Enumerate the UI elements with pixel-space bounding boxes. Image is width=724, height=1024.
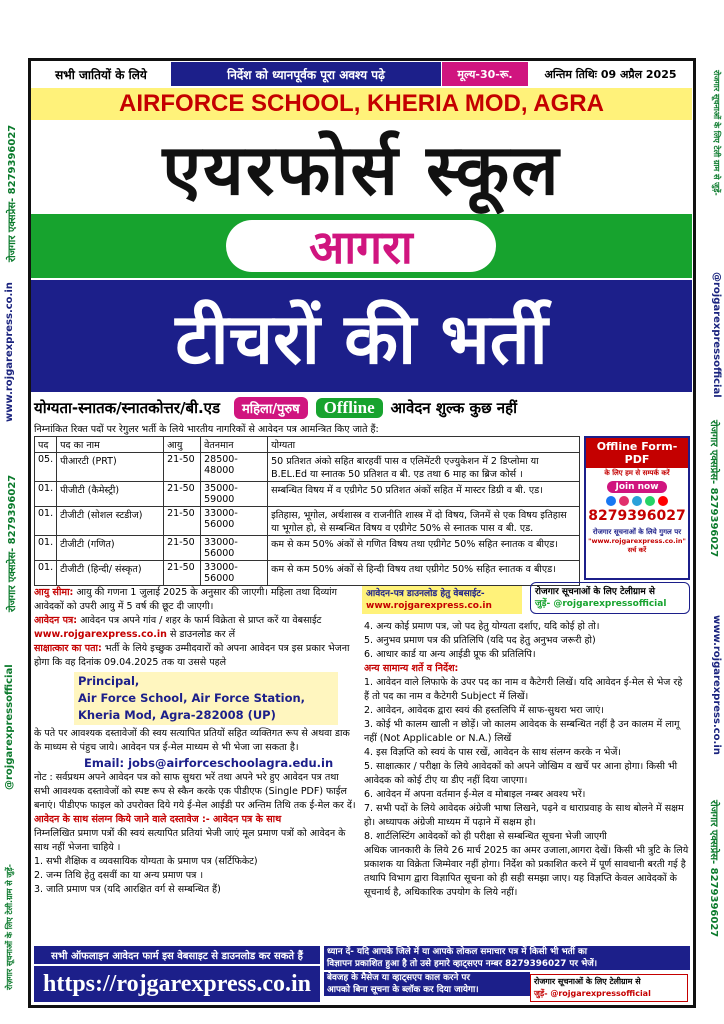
promo-box[interactable]: [584, 436, 690, 580]
table-header-row: [35, 437, 580, 453]
promo-title: Offline Form-PDF: [586, 438, 688, 468]
mode-badge: Offline: [316, 398, 383, 418]
table-row: [35, 561, 580, 586]
table-row: [35, 453, 580, 482]
footer-tg-line-2: जुड़ें- @rojgarexpressofficial: [534, 989, 651, 998]
qualification-text: योग्यता-स्नातक/स्नातकोत्तर/बी.एड: [34, 399, 220, 417]
side-text-left-4[interactable]: @rojgarexpressofficial: [4, 664, 15, 790]
form-paragraph: [34, 614, 356, 642]
header-caste: सभी जातियों के लिये: [31, 62, 171, 86]
right-column: [364, 620, 690, 900]
promo-line1: रोजगार सूचनाओं के लिये गुगल पर: [592, 528, 682, 536]
email-text[interactable]: Email: jobs@airforceschoolagra.edu.in: [84, 756, 334, 770]
cell: 33000-56000: [201, 536, 268, 561]
left-column: [34, 586, 356, 897]
col-header-qualification: योग्यता: [268, 437, 580, 453]
cell: पीजीटी (कैमेस्ट्री): [57, 482, 164, 507]
notice-line-3: बेवजह के मैसेज या व्हाट्सएप काल करने पर: [324, 972, 530, 984]
cell: टीजीटी (सोशल स्टडीज): [57, 507, 164, 536]
facebook-icon[interactable]: [606, 496, 616, 506]
posts-table: [34, 436, 580, 586]
side-text-left-5: रोज़गार सूचनाओं के लिए टेली.ग्राम से जुड़ें-: [5, 864, 14, 990]
promo-phone[interactable]: 8279396027: [588, 508, 686, 524]
cell: 01.: [35, 561, 57, 586]
cell: सम्बन्धित विषय में व एग्रीगेट 50 प्रतिशत अंकों सहित में मास्टर डिग्री व बी. एड।: [268, 482, 580, 507]
form-text-2: से डाउनलोड कर लें: [169, 629, 236, 640]
doc-item: 3. जाति प्रमाण पत्र (यदि आरक्षित वर्ग से सम्बन्धित हैं): [34, 884, 221, 895]
side-text-left-2[interactable]: www.rojgarexpress.co.in: [4, 282, 15, 422]
cell: 21-50: [164, 561, 201, 586]
download-head: आवेदन-पत्र डाउनलोड हेतु वेबसाईट-: [366, 589, 485, 599]
download-box[interactable]: [362, 586, 522, 614]
rules-heading: अन्य सामान्य शर्ते व निर्देश:: [364, 663, 459, 674]
rule-item: 8. शार्टलिस्टिंग आवेदकों को ही परीक्षा से सम्बन्धित सूचना भेजी जाएगी: [364, 831, 607, 842]
instagram-icon[interactable]: [619, 496, 629, 506]
header-price: मूल्य-30-रू.: [442, 62, 528, 86]
gender-badge: महिला/पुरुष: [234, 397, 308, 419]
extra-info: अधिक जानकारी के लिये 26 मार्च 2025 का अमर उजाला,आगरा देखें। किसी भी त्रुटि के लिये प्रकाशक या विक्रेता जिम्मेवार नहीं होगा। निर्देश को प्रकाशित करने में पूर्ण सावधानी बरती गई है तथापि विभाग द्वारा विज्ञापित सूचना को ही सही समझा जाए। यह विज्ञप्ति केवल आवेदकों के सूचनार्थ है, अधिकारिक उपयोग के लिये नहीं।: [364, 845, 689, 898]
side-text-right-1: रोजगार सूचनाओं के लिए टेली ग्राम से जुड़ें-: [712, 70, 721, 196]
cell: 21-50: [164, 453, 201, 482]
interview-label: साक्षात्कार का पता:: [34, 643, 102, 654]
cell: 01.: [35, 536, 57, 561]
cell: 33000-56000: [201, 507, 268, 536]
cell: 21-50: [164, 482, 201, 507]
rule-item: 3. कोई भी कालम खाली न छोड़ें। जो कालम आवेदक के सम्बन्धित नहीं है उन कालम में लागू नहीं (Not Applicable or N.A.) लिखें: [364, 719, 680, 744]
promo-sub: के लिए हम से सम्पर्क करें: [604, 469, 670, 477]
side-text-right-4[interactable]: www.rojgarexpress.co.in: [711, 615, 722, 755]
address-line-2: Air Force School, Air Force Station,: [78, 691, 306, 705]
telegram-box[interactable]: [530, 582, 690, 614]
after-address-text: के पते पर आवश्यक दस्तावेजों की स्वय सत्यापित प्रतियों सहित व्यक्तिगत रूप से अथवा डाक के माध्यम से पंहुच जाये। आवेदन पत्र ई-मेल माध्यम से भी भेजा जा सकता है।: [34, 728, 350, 753]
footer-download-line: सभी ऑफलाइन आवेदन फार्म इस वेबसाइट से डाउनलोड कर सकते हैं: [34, 946, 320, 964]
doc-item: 1. सभी शैक्षिक व व्यवसायिक योग्यता के प्रमाण पत्र (सर्टिफिकेट): [34, 856, 258, 867]
intro-text: निम्नांकित रिक्त पदों पर रेगुलर भर्ती के लिये भारतीय नागरिकों से आवेदन पत्र आमन्त्रित किए जाते हैं:: [34, 424, 379, 435]
doc-item: 2. जन्म तिथि हेतु दसवीं का या अन्य प्रमाण पत्र ।: [34, 870, 204, 881]
docs-heading: आवेदन के साथ संलग्न किये जाने वाले दस्तावेज :- आवेदन पत्र के साथ: [34, 814, 282, 825]
telegram-line-1: रोजगार सूचनाओं के लिए टेलीग्राम से: [535, 587, 655, 597]
notice-line-4: आपको बिना सूचना के ब्लॉक कर दिया जायेगा।: [324, 984, 530, 996]
cell: टीजीटी (गणित): [57, 536, 164, 561]
form-label: आवेदन पत्र:: [34, 615, 78, 626]
youtube-icon[interactable]: [658, 496, 668, 506]
social-icons: [586, 496, 688, 506]
cell: 21-50: [164, 507, 201, 536]
note-text: नोट : सर्वप्रथम अपने आवेदन पत्र को साफ सुथरा भरें तथा अपने भरे हुए आवेदन पत्र तथा सभी आवश्यक दस्तावेजों को स्पष्ट रूप से स्कैन करके एक पीडीएफ (Single PDF) फाईल बनाएं। पीडीएफ फाइल को उपरोक्त दिये गये ई-मेल आईडी पर अन्तिम तिथि तक ई-मेल कर दें।: [34, 772, 356, 811]
address-box: [74, 672, 338, 725]
cell: 01.: [35, 507, 57, 536]
col-header-pay: वेतनमान: [201, 437, 268, 453]
doc-item: 4. अन्य कोई प्रमाण पत्र, जो पद हेतु योग्यता दर्शाए, यदि कोई हो तो।: [364, 621, 600, 632]
recruit-band: टीचरों की भर्ती: [31, 280, 692, 392]
doc-item: 5. अनुभव प्रमाण पत्र की प्रतिलिपि (यदि पद हेतु अनुभव जरूरी हो): [364, 635, 596, 646]
col-header-count: पद: [35, 437, 57, 453]
city-text: आगरा: [309, 220, 413, 274]
age-text: आयु की गणना 1 जुलाई 2025 के अनुसार की जाएगी। महिला तथा दिव्यांग आवेदकों को उपरी आयु में 5 वर्ष की छूट दी जाएगी।: [34, 587, 338, 612]
promo-line2: "www.rojgarexpress.co.in" सर्च करें: [588, 537, 686, 554]
col-header-age: आयु: [164, 437, 201, 453]
city-band: [31, 214, 692, 278]
header-last-date: अन्तिम तिथिः 09 अप्रैल 2025: [529, 62, 692, 86]
docs-text: निम्नलिखित प्रमाण पत्रों की स्वयं सत्यापित प्रतियां भेजी जाएं मूल प्रमाण पत्रों को आवेदन के साथ नहीं भेजना चाहिये ।: [34, 828, 346, 853]
qualification-line: [34, 394, 692, 422]
fee-text: आवेदन शुल्क कुछ नहीं: [390, 399, 517, 417]
cell: इतिहास, भूगोल, अर्थशास्त्र व राजनीति शास्त्र में दो विषय, जिनमें से एक विषय इतिहास या भूगोल हो, से सम्बन्धित विषय व एग्रीगेट 50% से स्नातक पास व बी. एड.: [268, 507, 580, 536]
cell: 50 प्रतिशत अंको सहित बारहवीं पास व एलिमेंटरी एज्युकेशन में 2 डिप्लोमा या B.EL.Ed या स्नातक 50 प्रतिशत व बी. एड तथा 6 माह का ब्रिज कोर्स ।: [268, 453, 580, 482]
rule-item: 4. इस विज्ञप्ति को स्वयं के पास रखें, आवेदन के साथ संलग्न करके न भेजें।: [364, 747, 621, 758]
address-line-1: Principal,: [78, 674, 140, 688]
footer-tg-line-1: रोजगार सूचनाओं के लिए टेलीग्राम से: [534, 977, 641, 986]
interview-text: भर्ती के लिये इच्छुक उम्मीदवारों को अपना आवेदन पत्र इस प्रकार भेजना होगा कि वह दिनांक 09.04.2025 तक या उससे पहले: [34, 643, 350, 668]
notice-line-2: विज्ञापन प्रकाशित हुआ है तो उसे हमारे व्हाट्सएप नम्बर 8279396027 पर भेजें।: [324, 958, 690, 970]
side-text-right-2[interactable]: @rojgarexpressofficial: [711, 272, 722, 398]
notice-line-1: ध्यान दें- यदि आपके जिले में या आपके लोकल समाचार पत्र में किसी भी भर्ती का: [324, 946, 690, 958]
interview-paragraph: [34, 642, 356, 670]
cell: 01.: [35, 482, 57, 507]
table-row: [35, 536, 580, 561]
rule-item: 7. सभी पदों के लिये आवेदक अंग्रेजी भाषा लिखने, पढ़ने व धाराप्रवाह के साथ बोलने में सक्षम हो। अध्यापक अंग्रेजी माध्यम में पढ़ाने में सक्षम हो।: [364, 803, 684, 828]
cell: कम से कम 50% अंकों से हिन्दी विषय तथा एग्रीगेट 50% सहित स्नातक व बीएड।: [268, 561, 580, 586]
form-text: आवेदन पत्र अपने गांव / शहर के फार्म विक्रेता से प्राप्त करें या वेबसाईट: [80, 615, 322, 626]
title-hindi: एयरफोर्स स्कूल: [162, 129, 561, 211]
age-paragraph: [34, 586, 356, 614]
promo-join-button[interactable]: Join now: [607, 481, 667, 493]
cell: 28500-48000: [201, 453, 268, 482]
side-text-right-5: रोजगार एक्सप्रेस- 8279396027: [708, 800, 719, 938]
cell: कम से कम 50% अंकों से गणित विषय तथा एग्रीगेट 50% सहित स्नातक व बीएड।: [268, 536, 580, 561]
rule-item: 5. साक्षात्कार / परीक्षा के लिये आवेदकों को अपने जोखिम व खर्चे पर आना होगा। किसी भी आवेदक को कोई टीए या डीए नहीं दिया जाएगा।: [364, 761, 678, 786]
footer-website-link[interactable]: https://rojgarexpress.co.in: [34, 966, 320, 1002]
rule-item: 6. आवेदन में अपना वर्तमान ई-मेल व मोबाइल नम्बर अवश्य भरें।: [364, 789, 586, 800]
cell: 35000-59000: [201, 482, 268, 507]
cell: 33000-56000: [201, 561, 268, 586]
cell: 05.: [35, 453, 57, 482]
address-line-3: Kheria Mod, Agra-282008 (UP): [78, 708, 276, 722]
side-text-left-3: रोजगार एक्सप्रेस- 8279396027: [7, 474, 18, 612]
cell: पीआरटी (PRT): [57, 453, 164, 482]
side-text-right-3: रोजगार एक्सप्रेस- 8279396027: [708, 420, 719, 558]
side-text-left-1: रोजगार एक्सप्रेस- 8279396027: [7, 124, 18, 262]
age-label: आयु सीमा:: [34, 587, 74, 598]
telegram-line-2: जुड़ें- @rojgarexpressofficial: [535, 599, 667, 609]
table-row: [35, 507, 580, 536]
rule-item: 1. आवेदन वाले लिफाफे के उपर पद का नाम व कैटेगरी लिखें। यदि आवेदन ई-मेल से भेज रहे हैं तो पद का नाम व कैटेगरी Subject में लिखें।: [364, 677, 683, 702]
footer-telegram-box[interactable]: [530, 974, 688, 1002]
whatsapp-icon[interactable]: [645, 496, 655, 506]
cell: टीजीटी (हिन्दी/ संस्कृत): [57, 561, 164, 586]
header-instruction: निर्देश को ध्यानपूर्वक पूरा अवश्य पढ़े: [171, 62, 441, 86]
telegram-icon[interactable]: [632, 496, 642, 506]
download-site-link[interactable]: www.rojgarexpress.co.in: [366, 601, 492, 611]
col-header-post: पद का नाम: [57, 437, 164, 453]
cell: 21-50: [164, 536, 201, 561]
doc-item: 6. आधार कार्ड या अन्य आईडी प्रूफ की प्रतिलिपि।: [364, 649, 536, 660]
city-pill: [226, 220, 496, 272]
table-row: [35, 482, 580, 507]
form-site-link[interactable]: www.rojgarexpress.co.in: [34, 629, 167, 640]
rule-item: 2. आवेदन, आवेदक द्वारा स्वयं की हस्तलिपि में साफ-सुथरा भरा जाएं।: [364, 705, 604, 716]
school-name-en: AIRFORCE SCHOOL, KHERIA MOD, AGRA: [31, 88, 692, 120]
